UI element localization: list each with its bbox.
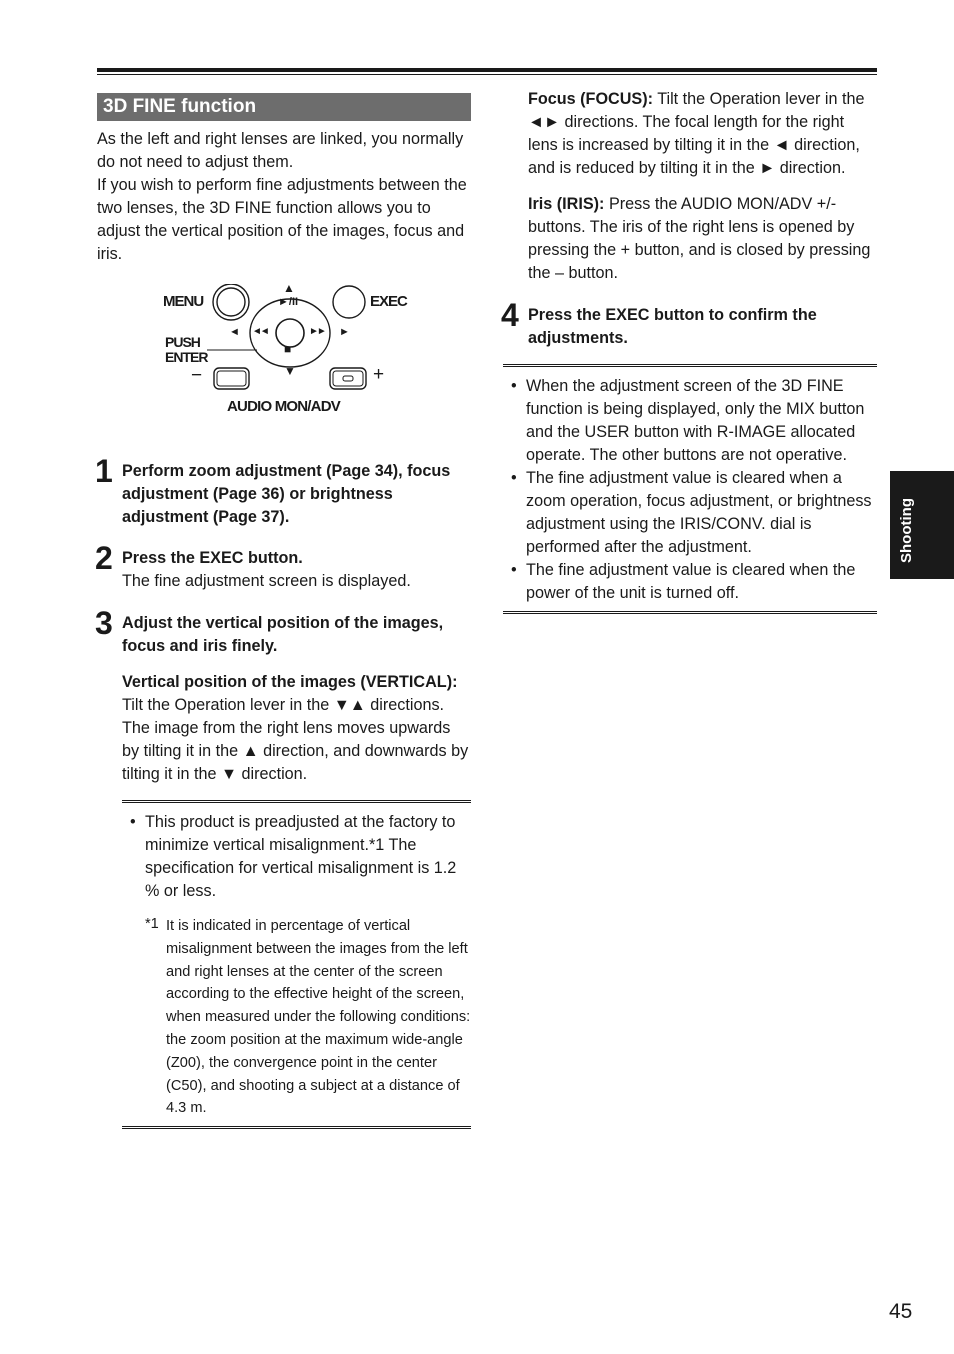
step-2-number: 2 [95,540,113,576]
focus-label: Focus (FOCUS): [528,90,653,108]
exec-button [333,286,365,318]
menu-button-ring [213,284,249,320]
focus-paragraph [503,88,877,180]
step-1-number: 1 [95,453,113,489]
push-label: PUSH [165,334,200,350]
right-note-3 [503,559,877,605]
exec-label: EXEC [370,293,407,310]
menu-label: MENU [163,293,204,310]
step-1 [95,453,471,529]
right-note-3-text: The fine adjustment value is cleared when the power of the unit is turned off. [526,561,856,602]
step-3-number: 3 [95,605,113,641]
vertical-text: Tilt the Operation lever in the ▼▲ directions. The image from the right lens moves upwards by tilting it in the ▲ direction, and downwards by tilting it in the ▼ direction. [122,696,469,783]
footnote-mark: *1 [145,916,159,932]
stop-icon: ■ [284,342,292,356]
side-tab-label: Shooting [898,498,915,563]
left-arrow-icon: ◄ [229,326,240,338]
menu-button [217,288,245,316]
right-note-2-text: The fine adjustment value is cleared when a zoom operation, focus adjustment, or brightness adjustment using the IRIS/CONV. dial is performed after the adjustment. [526,469,872,556]
left-note-text: This product is preadjusted at the factory to minimize vertical misalignment.*1 The specification for vertical misalignment is 1.2 % or less. [145,813,457,900]
step-4-title: Press the EXEC button to confirm the adjustments. [528,306,817,347]
step-2-title: Press the EXEC button. [122,549,303,567]
iris-text: Press the AUDIO MON/ADV +/- buttons. The iris of the right lens is opened by pressing the + button, and is closed by pressing the – button. [528,195,871,282]
iris-paragraph [503,193,877,285]
step-4-number: 4 [501,297,519,333]
footnote [122,915,471,1120]
footnote-text: It is indicated in percentage of vertical misalignment between the images from the left and right lenses at the center of the screen according to the effective height of the screen, when measured under the following conditions: the zoom position at the maximum wide-angle (Z00), the convergence point in the center (C50), and shooting a subject at a distance of 4.3 m. [166,918,471,1117]
top-rule-thin [97,74,877,75]
right-arrow-icon: ► [339,326,350,338]
left-column [97,93,471,1129]
page-number: 45 [889,1300,913,1323]
intro-paragraph-2: If you wish to perform fine adjustments between the two lenses, the 3D FINE function allows you to adjust the vertical position of the images, focus and iris. [97,176,467,263]
section-title: 3D FINE function [97,93,471,121]
control-diagram [97,281,471,434]
bullet-dot: • [511,469,517,487]
step-2-body: The fine adjustment screen is displayed. [122,572,411,590]
rewind-icon: ◄◄ [252,326,268,337]
right-column [503,88,877,614]
shooting-side-tab [890,471,954,579]
top-rule [97,68,877,72]
enter-label: ENTER [165,349,208,365]
down-arrow-icon: ▼ [284,364,296,378]
minus-label: − [191,365,203,386]
step-2 [95,540,471,593]
step-3 [95,605,471,786]
vertical-label: Vertical position of the images (VERTICAL): [122,673,458,691]
right-note-2 [503,467,877,559]
right-note-1-text: When the adjustment screen of the 3D FINE function is being displayed, only the MIX button and the USER button with R-IMAGE allocated operate. The other buttons are not operative. [526,377,865,464]
right-note-box [503,364,877,614]
bullet-dot: • [511,377,517,395]
step-1-title: Perform zoom adjustment (Page 34), focus adjustment (Page 36) or brightness adjustment (Page 37). [122,462,451,526]
play-pause-icon: ►/II [278,296,299,308]
vertical-paragraph [122,671,471,786]
audio-mon-adv-label: AUDIO MON/ADV [227,398,340,415]
step-3-title: Adjust the vertical position of the images, focus and iris finely. [122,614,444,655]
intro-paragraph-1: As the left and right lenses are linked, you normally do not need to adjust them. [97,130,464,171]
step-4 [501,297,877,350]
left-note-box [122,800,471,1129]
focus-text: Tilt the Operation lever in the ◄► directions. The focal length for the right lens is increased by tilting it in the ◄ direction, and is reduced by tilting it in the ► direction. [528,90,865,177]
iris-label: Iris (IRIS): [528,195,605,213]
bullet-dot: • [130,813,136,831]
left-note-bullet [122,811,471,903]
fast-forward-icon: ►► [309,326,325,337]
plus-label: + [373,364,385,385]
up-arrow-icon: ▲ [283,281,295,295]
bullet-dot: • [511,561,517,579]
right-note-1 [503,375,877,467]
